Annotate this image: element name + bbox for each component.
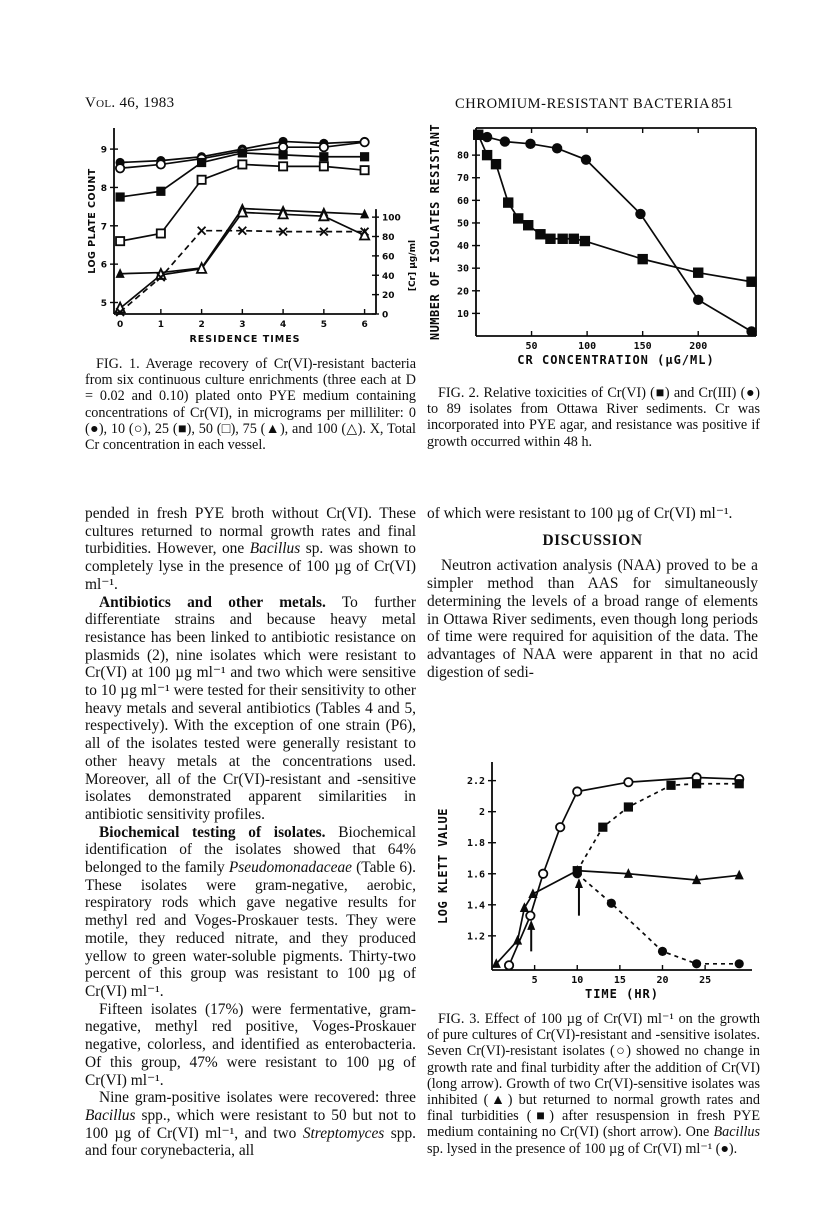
svg-text:5: 5 [320,320,327,330]
svg-text:100: 100 [578,341,597,352]
svg-text:0: 0 [116,320,124,330]
text-run: Pseudomonadaceae [228,859,352,877]
svg-text:200: 200 [689,341,708,352]
fig2-chart [428,110,770,380]
svg-text:25: 25 [699,975,712,986]
svg-text:80: 80 [456,150,469,162]
text-run: Antibiotics and other metals. [99,593,326,611]
text-run: sp. lysed in the presence of 100 µg of Cr(VI) ml⁻¹ (●). [427,1140,738,1157]
svg-text:5: 5 [531,975,538,986]
text-run: Neutron activation analysis (NAA) proved to be a simpler method than AAS for simultaneously determining the levels of a broad range of elements in Ottawa River sediments, even though long periods of time were required for aquisition of the data. The advantages of NAA were apparent in that no acid digestion of sedi- [427,557,758,681]
svg-text:50: 50 [525,341,538,352]
text-run: Biochemical identification of the isolates showed that 64% belonged to the family [85,823,416,877]
svg-text:20: 20 [656,975,669,986]
svg-text:10: 10 [571,975,584,986]
svg-text:150: 150 [633,341,652,352]
svg-text:NUMBER OF ISOLATES RESISTANT: NUMBER OF ISOLATES RESISTANT [428,123,442,341]
running-title: CHROMIUM-RESISTANT BACTERIA [455,96,711,112]
svg-text:4: 4 [279,320,287,330]
paragraph [85,505,416,594]
svg-text:9: 9 [100,145,107,156]
svg-text:100: 100 [382,213,401,224]
svg-text:2.2: 2.2 [466,776,485,788]
svg-text:80: 80 [382,233,395,243]
text-run: spp., which were resistant to 50 but not to 100 µg of Cr(VI) ml⁻¹, and two [85,1106,416,1142]
svg-text:6: 6 [361,320,368,330]
svg-text:1.4: 1.4 [466,900,485,912]
fig1-caption [85,356,416,453]
paragraph [427,557,758,681]
text-run: sp. was shown to completely lyse in the presence of 100 µg of Cr(VI) ml⁻¹. [85,540,416,593]
svg-text:1.6: 1.6 [466,869,485,881]
svg-text:60: 60 [382,252,395,263]
svg-text:30: 30 [456,263,469,275]
svg-text:50: 50 [456,218,469,230]
text-run: FIG. 3. Effect of 100 µg of Cr(VI) ml⁻¹ on the growth of pure cultures of Cr(VI)-resistant and -sensitive isolates. Seven Cr(VI)-resistant isolates (○) showed no change in growth rate and final turbidity after the addition of Cr(VI) (long arrow). Growth of two Cr(VI)-sensitive isolates was inhibited (▲) but returned to normal growth rates and final turbidities (■) after resuspension in fresh PYE medium containing no Cr(VI) (short arrow). One [427,1011,760,1141]
fig3-caption [427,1011,760,1157]
svg-text:6: 6 [100,260,107,271]
svg-text:1: 1 [157,320,164,330]
svg-text:2: 2 [198,320,205,330]
text-run: Bacillus [85,1106,136,1124]
text-run: Fifteen isolates (17%) were fermentative, gram-negative, methyl red positive, Voges-Proskauer negative, colorless, and identified as enterobacteria. Of this group, 47% were resistant to 100 µg of Cr(VI) ml⁻¹. [85,1000,416,1089]
text-run: Streptomyces [302,1124,385,1142]
left-column-text [85,505,416,1160]
text-run: DISCUSSION [542,531,643,549]
svg-text:40: 40 [382,271,395,282]
fig1-chart [84,118,420,354]
svg-text:40: 40 [456,241,469,253]
paragraph [85,594,416,824]
svg-text:3: 3 [239,320,246,330]
paragraph [85,1001,416,1090]
text-run: of which were resistant to 100 µg of Cr(VI) ml⁻¹. [427,505,733,522]
svg-text:15: 15 [613,975,626,986]
section-heading [427,532,758,550]
svg-text:[Cr] µg/ml: [Cr] µg/ml [408,239,418,292]
svg-text:TIME (HR): TIME (HR) [584,987,660,1001]
text-run: To further differentiate strains and because heavy metal resistance has been linked to antibiotic resistance on plasmids (2), nine isolates which were resistant to Cr(VI) at 100 µg ml⁻¹ and two which were sensitive to 10 µg ml⁻¹ were tested for their sensitivity to other heavy metals and several antibiotics (Tables 4 and 5, respectively). With the exception of one strain (P6), all of the isolates tested were generally resistant to other heavy metals at the concentrations used. Moreover, all of the Cr(VI)-resistant and -sensitive isolates demonstrated apparent similarities in antibiotic sensitivity profiles. [85,593,416,823]
text-run: Bacillus [249,540,301,558]
fig2-caption [427,385,760,450]
svg-text:20: 20 [456,286,469,298]
svg-text:RESIDENCE TIMES: RESIDENCE TIMES [189,334,301,345]
svg-text:7: 7 [100,222,107,233]
fig3-chart [436,748,768,1010]
svg-text:0: 0 [382,310,389,321]
svg-text:1.2: 1.2 [466,931,485,943]
right-column-text [427,505,758,681]
paragraph [85,1089,416,1160]
paragraph [427,505,758,523]
text-run: pended in fresh PYE broth without Cr(VI). These cultures returned to normal growth rates and final turbidities. However, one [85,505,416,558]
text-run: FIG. 1. Average recovery of Cr(VI)-resistant bacteria from six continuous culture enrichments (three each at D = 0.02 and 0.10) plated onto PYE medium containing concentrations of Cr(VI), in micrograms per milliliter: 0 (●), 10 (○), 25 (■), 50 (□), 75 (▲), and 100 (△). X, Total Cr concentration in each vessel. [85,356,416,454]
text-run: (Table 6). These isolates were gram-negative, aerobic, respiratory rods which gave negative results for methyl red and Voges-Proskauer tests. They were motile, they reduced nitrate, and they produced yellow to green water-soluble pigments. Thirty-two percent of this group was resistant to 100 µg of Cr(VI) ml⁻¹. [85,859,416,1000]
svg-text:70: 70 [456,173,469,185]
svg-text:CR CONCENTRATION (µG/ML): CR CONCENTRATION (µG/ML) [517,353,715,367]
volume-header: Vol. 46, 1983 [85,95,175,111]
text-run: Bacillus [713,1124,760,1141]
svg-text:8: 8 [100,183,107,194]
svg-text:10: 10 [456,308,469,320]
text-run: Nine gram-positive isolates were recovered: three [99,1089,416,1107]
svg-text:5: 5 [100,298,107,309]
svg-text:LOG KLETT VALUE: LOG KLETT VALUE [436,808,450,924]
svg-text:LOG PLATE COUNT: LOG PLATE COUNT [87,168,98,274]
text-run: Biochemical testing of isolates. [99,823,326,841]
svg-text:20: 20 [382,291,395,302]
text-run: FIG. 2. Relative toxicities of Cr(VI) (■) and Cr(III) (●) to 89 isolates from Ottawa River sediments. Cr was incorporated into PYE agar, and resistance was positive if growth occurred within 48 h. [427,385,760,450]
svg-text:1.8: 1.8 [466,838,485,850]
paragraph [85,824,416,1001]
svg-text:60: 60 [456,195,469,207]
svg-text:2: 2 [478,807,485,819]
page-number: 851 [711,96,733,112]
text-run: spp. and four corynebacteria, all [85,1124,416,1160]
